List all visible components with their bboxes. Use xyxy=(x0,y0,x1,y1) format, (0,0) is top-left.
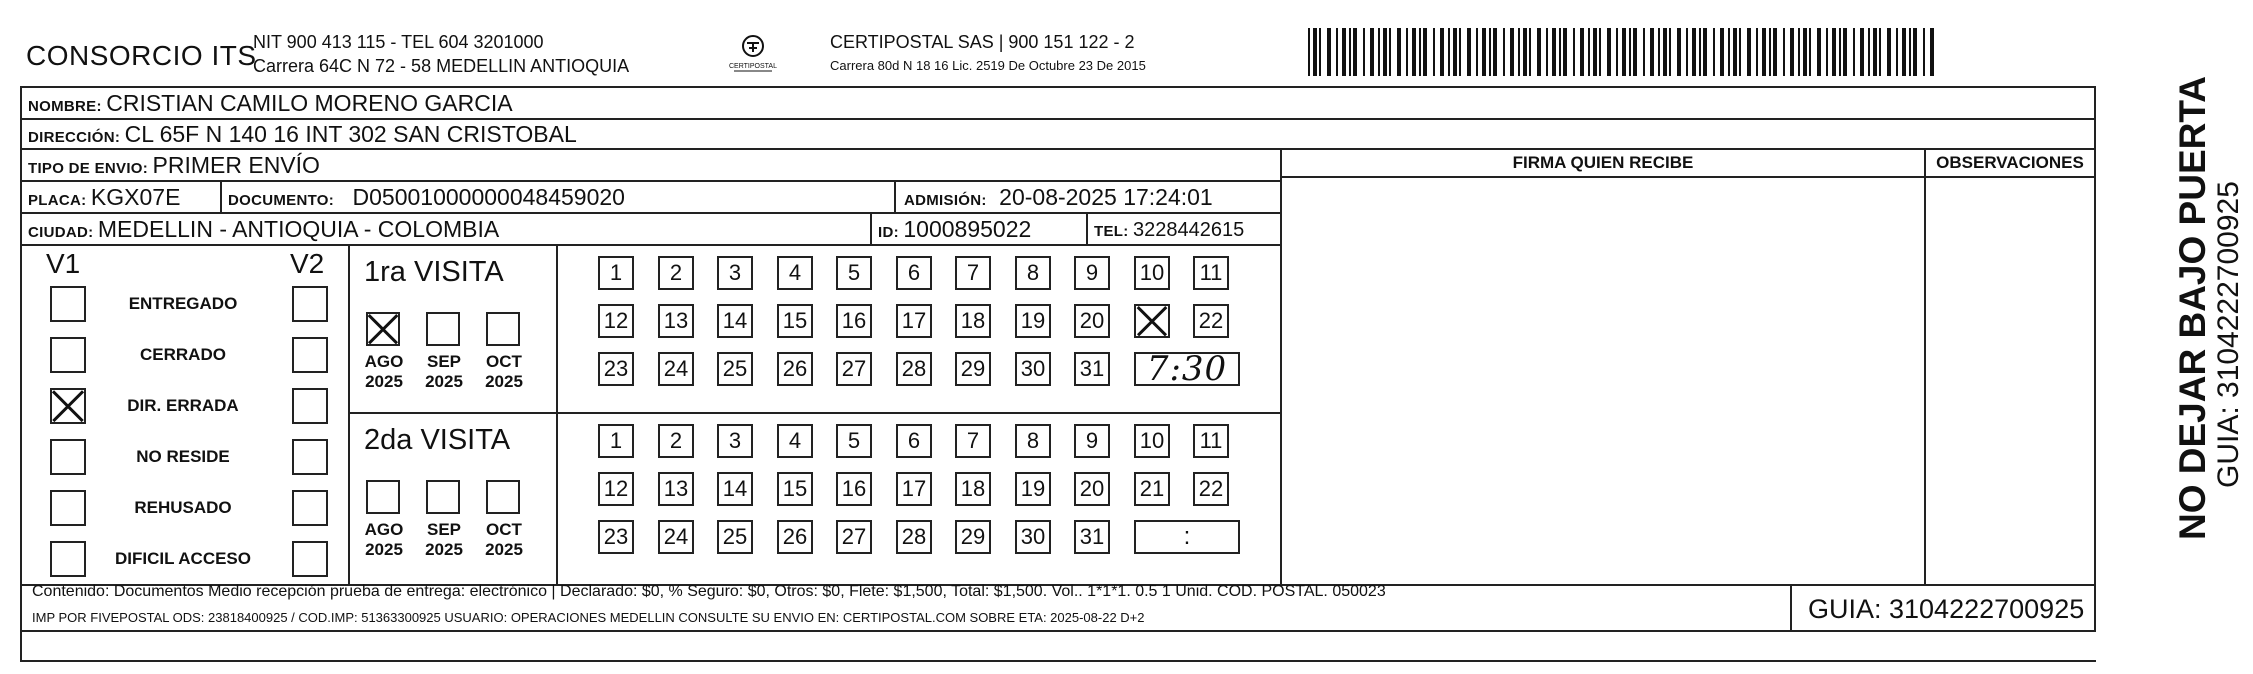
day-box[interactable]: 30 xyxy=(1015,520,1051,554)
barcode-bar xyxy=(1902,28,1906,76)
barcode-bar xyxy=(1909,28,1911,76)
barcode-bar xyxy=(1873,28,1877,76)
status-label: DIFICIL ACCESO xyxy=(114,549,251,568)
visit-time[interactable]: : xyxy=(1134,520,1240,554)
nombre-value: CRISTIAN CAMILO MORENO GARCIA xyxy=(106,90,513,116)
nit-line: NIT 900 413 115 - TEL 604 3201000 xyxy=(253,32,544,52)
month-label xyxy=(414,352,474,392)
day-box[interactable]: 23 xyxy=(598,352,634,386)
barcode-bar xyxy=(1559,28,1561,76)
day-box[interactable]: 18 xyxy=(955,304,991,338)
signature-area[interactable] xyxy=(1282,178,1924,584)
barcode-bar xyxy=(1839,28,1841,76)
day-box[interactable]: 19 xyxy=(1015,472,1051,506)
barcode-bar xyxy=(1389,28,1391,76)
col-divider xyxy=(1086,212,1088,244)
print-info-line: IMP POR FIVEPOSTAL ODS: 23818400925 / COD.IMP: 51363300925 USUARIO: OPERACIONES MEDELLIN CONSULTE SU ENVIO EN: CERTIPOSTAL.COM SOBRE ETA: 2025-08-22 D+2 xyxy=(32,610,1145,625)
nombre-label: NOMBRE: xyxy=(28,98,102,115)
barcode-bar xyxy=(1363,28,1365,76)
barcode-bar xyxy=(1319,28,1321,76)
day-box[interactable]: 7 xyxy=(955,424,991,458)
day-box[interactable]: 28 xyxy=(896,352,932,386)
ciudad-row xyxy=(28,216,499,243)
status-label: ENTREGADO xyxy=(128,294,238,313)
day-box[interactable]: 4 xyxy=(777,424,813,458)
day-box[interactable]: 25 xyxy=(717,352,753,386)
barcode-bar xyxy=(1593,28,1597,76)
documento-label: DOCUMENTO: xyxy=(228,192,335,209)
barcode-bar xyxy=(1580,28,1584,76)
admision-value: 20-08-2025 17:24:01 xyxy=(999,184,1213,210)
barcode-bar xyxy=(1677,28,1681,76)
day-box[interactable]: 6 xyxy=(896,424,932,458)
month-name: SEP xyxy=(426,520,462,539)
barcode-bar xyxy=(1503,28,1505,76)
barcode-icon xyxy=(1308,28,1944,76)
barcode-bar xyxy=(1493,28,1497,76)
barcode-bar xyxy=(1336,28,1338,76)
barcode-bar xyxy=(1588,28,1590,76)
barcode-bar xyxy=(1930,28,1934,76)
v1-checkbox[interactable] xyxy=(50,490,86,526)
barcode-bar xyxy=(1739,28,1741,76)
barcode-bar xyxy=(1817,28,1821,76)
barcode-bar xyxy=(1699,28,1701,76)
barcode-bar xyxy=(1868,28,1870,76)
barcode-bar xyxy=(1383,28,1387,76)
barcode-bar xyxy=(1467,28,1471,76)
month-name: OCT xyxy=(486,352,522,371)
day-box[interactable]: 12 xyxy=(598,304,634,338)
day-box[interactable]: 30 xyxy=(1015,352,1051,386)
day-box[interactable]: 28 xyxy=(896,520,932,554)
day-box[interactable]: 14 xyxy=(717,472,753,506)
day-box[interactable]: 25 xyxy=(717,520,753,554)
month-checkbox[interactable] xyxy=(366,480,400,514)
tipo-row xyxy=(28,152,320,179)
month-checkbox[interactable] xyxy=(426,312,460,346)
month-label xyxy=(474,520,534,560)
placa-label: PLACA: xyxy=(28,192,87,209)
day-box[interactable]: 4 xyxy=(777,256,813,290)
barcode-bar xyxy=(1663,28,1667,76)
barcode-bar xyxy=(1650,28,1654,76)
month-checkbox[interactable] xyxy=(486,480,520,514)
barcode-bar xyxy=(1728,28,1730,76)
certipostal-logo xyxy=(728,30,778,74)
barcode-bar xyxy=(1923,28,1925,76)
barcode-bar xyxy=(1370,28,1374,76)
day-box[interactable]: 13 xyxy=(658,304,694,338)
certipostal-info xyxy=(830,30,1146,78)
barcode-bar xyxy=(1563,28,1567,76)
documento-value: D05001000000048459020 xyxy=(352,184,625,210)
id-label: ID: xyxy=(878,224,899,241)
barcode-bar xyxy=(1843,28,1847,76)
day-box[interactable]: 21 xyxy=(1134,472,1170,506)
id-value: 1000895022 xyxy=(903,216,1032,242)
day-box[interactable]: 5 xyxy=(836,256,872,290)
placa-row xyxy=(28,184,180,211)
col-divider xyxy=(894,180,896,212)
barcode-bar xyxy=(1633,28,1637,76)
direccion-label: DIRECCIÓN: xyxy=(28,129,121,146)
day-box[interactable]: 27 xyxy=(836,352,872,386)
day-box[interactable]: 6 xyxy=(896,256,932,290)
direccion-row xyxy=(28,121,577,148)
month-year: 2025 xyxy=(425,540,463,559)
nombre-row xyxy=(28,90,513,117)
day-box[interactable]: 29 xyxy=(955,520,991,554)
barcode-bar xyxy=(1798,28,1800,76)
day-box[interactable]: 11 xyxy=(1193,424,1229,458)
day-box[interactable]: 27 xyxy=(836,520,872,554)
barcode-bar xyxy=(1406,28,1408,76)
barcode-bar xyxy=(1762,28,1766,76)
status-label: REHUSADO xyxy=(134,498,232,517)
side-panel xyxy=(2100,76,2250,570)
v2-header: V2 xyxy=(290,248,325,279)
month-name: SEP xyxy=(426,352,462,371)
visit-title: 1ra VISITA xyxy=(364,256,504,288)
barcode-bar xyxy=(1607,28,1611,76)
barcode-bar xyxy=(1518,28,1520,76)
side-guia: GUIA: 3104222700925 xyxy=(2212,181,2245,488)
month-year: 2025 xyxy=(485,540,523,559)
barcode-bar xyxy=(1327,28,1331,76)
day-box[interactable]: 22 xyxy=(1193,472,1229,506)
barcode-bar xyxy=(1853,28,1855,76)
barcode-bar xyxy=(1756,28,1758,76)
day-box[interactable]: 1 xyxy=(598,424,634,458)
tel-value: 3228442615 xyxy=(1132,219,1245,241)
barcode-bar xyxy=(1419,28,1421,76)
tipo-value: PRIMER ENVÍO xyxy=(152,152,320,178)
month-year: 2025 xyxy=(485,372,523,391)
day-box[interactable]: 16 xyxy=(836,472,872,506)
row-divider xyxy=(20,212,1282,214)
v1-checkbox[interactable] xyxy=(50,286,86,322)
col-divider xyxy=(348,244,350,584)
admision-label: ADMISIÓN: xyxy=(904,192,987,209)
barcode-bar xyxy=(1790,28,1794,76)
day-box[interactable]: 17 xyxy=(896,304,932,338)
bottom-line xyxy=(20,660,2096,662)
v2-checkbox[interactable] xyxy=(292,541,328,577)
v2-checkbox[interactable] xyxy=(292,439,328,475)
barcode-bar xyxy=(1313,28,1317,76)
barcode-bar xyxy=(1523,28,1527,76)
day-box[interactable]: 24 xyxy=(658,352,694,386)
v1-checkbox[interactable] xyxy=(50,388,86,424)
barcode-bar xyxy=(1913,28,1917,76)
day-box[interactable]: 12 xyxy=(598,472,634,506)
barcode-bar xyxy=(1887,28,1891,76)
barcode-bar xyxy=(1440,28,1444,76)
month-checkbox[interactable] xyxy=(426,480,460,514)
barcode-bar xyxy=(1529,28,1531,76)
barcode-bar xyxy=(1573,28,1575,76)
barcode-bar xyxy=(1832,28,1836,76)
firma-header: FIRMA QUIEN RECIBE xyxy=(1512,153,1694,172)
barcode-bar xyxy=(1643,28,1645,76)
barcode-bar xyxy=(1658,28,1660,76)
month-year: 2025 xyxy=(365,372,403,391)
barcode-bar xyxy=(1686,28,1688,76)
day-box[interactable]: 9 xyxy=(1074,256,1110,290)
day-box[interactable]: 15 xyxy=(777,304,813,338)
ciudad-value: MEDELLIN - ANTIOQUIA - COLOMBIA xyxy=(97,216,500,242)
day-box[interactable]: 19 xyxy=(1015,304,1051,338)
col-divider xyxy=(870,212,872,244)
day-box[interactable]: 20 xyxy=(1074,472,1110,506)
company-info xyxy=(253,30,629,78)
day-box[interactable]: 31 xyxy=(1074,520,1110,554)
day-box[interactable]: 18 xyxy=(955,472,991,506)
status-label: DIR. ERRADA xyxy=(127,396,239,415)
month-year: 2025 xyxy=(365,540,403,559)
v2-checkbox[interactable] xyxy=(292,286,328,322)
barcode-bar xyxy=(1809,28,1811,76)
barcode-bar xyxy=(1769,28,1771,76)
barcode-bar xyxy=(1692,28,1696,76)
day-box[interactable]: 1 xyxy=(598,256,634,290)
month-checkbox[interactable] xyxy=(486,312,520,346)
day-box[interactable]: 10 xyxy=(1134,424,1170,458)
barcode-bar xyxy=(1860,28,1864,76)
barcode-bar xyxy=(1537,28,1541,76)
barcode-bar xyxy=(1616,28,1618,76)
visit-title: 2da VISITA xyxy=(364,424,511,456)
barcode-bar xyxy=(1622,28,1626,76)
day-box[interactable]: 29 xyxy=(955,352,991,386)
barcode-bar xyxy=(1308,28,1310,76)
barcode-bar xyxy=(1629,28,1631,76)
logo-text: CERTIPOSTAL xyxy=(729,63,777,70)
contents-line: Contenido: Documentos Medio recepción prueba de entrega: electrónico | Declarado: $0, % Seguro: $0, Otros: $0, Flete: $1,500, Total: $1,500. Vol.. 1*1*1. 0.5 1 Unid. COD. POSTAL. 050023 xyxy=(32,583,1386,600)
observaciones-header: OBSERVACIONES xyxy=(1936,153,2084,172)
barcode-bar xyxy=(1826,28,1828,76)
ciudad-label: CIUDAD: xyxy=(28,224,94,241)
month-name: OCT xyxy=(486,520,522,539)
day-box[interactable]: 26 xyxy=(777,520,813,554)
day-box[interactable]: 5 xyxy=(836,424,872,458)
day-box[interactable]: 23 xyxy=(598,520,634,554)
col-divider xyxy=(2094,148,2096,584)
month-checkbox[interactable] xyxy=(366,312,400,346)
barcode-bar xyxy=(1773,28,1777,76)
guia-number: GUIA: 3104222700925 xyxy=(1808,594,2085,624)
v2-checkbox[interactable] xyxy=(292,490,328,526)
barcode-bar xyxy=(1412,28,1416,76)
company-name: CONSORCIO ITS xyxy=(26,40,257,71)
v1-checkbox[interactable] xyxy=(50,439,86,475)
admision-row xyxy=(904,184,1213,211)
v2-checkbox[interactable] xyxy=(292,388,328,424)
address-line: Carrera 64C N 72 - 58 MEDELLIN ANTIOQUIA xyxy=(253,56,630,76)
day-box[interactable] xyxy=(1134,304,1170,338)
barcode-bar xyxy=(1459,28,1461,76)
month-label xyxy=(354,352,414,392)
barcode-bar xyxy=(1353,28,1357,76)
day-box[interactable]: 17 xyxy=(896,472,932,506)
barcode-bar xyxy=(1803,28,1807,76)
tel-label: TEL: xyxy=(1094,223,1129,240)
day-box[interactable]: 13 xyxy=(658,472,694,506)
v1-checkbox[interactable] xyxy=(50,541,86,577)
id-row xyxy=(878,216,1031,243)
no-dejar-warning: NO DEJAR BAJO PUERTA xyxy=(2172,76,2213,540)
barcode-bar xyxy=(1453,28,1457,76)
documento-row xyxy=(228,184,625,211)
observations-area[interactable] xyxy=(1926,178,2094,584)
barcode-bar xyxy=(1448,28,1450,76)
barcode-bar xyxy=(1552,28,1556,76)
certi-address: Carrera 80d N 18 16 Lic. 2519 De Octubre 23 De 2015 xyxy=(830,58,1146,73)
day-box[interactable]: 15 xyxy=(777,472,813,506)
day-box[interactable]: 9 xyxy=(1074,424,1110,458)
month-label xyxy=(474,352,534,392)
row-divider xyxy=(20,148,2096,150)
v1-checkbox[interactable] xyxy=(50,337,86,373)
day-box[interactable]: 2 xyxy=(658,256,694,290)
barcode-bar xyxy=(1879,28,1881,76)
row-divider xyxy=(20,244,1282,246)
barcode-bar xyxy=(1489,28,1491,76)
status-label: NO RESIDE xyxy=(136,447,230,466)
bottom-edge xyxy=(20,632,22,662)
visit-divider xyxy=(348,412,1282,414)
day-box[interactable]: 11 xyxy=(1193,256,1229,290)
day-box[interactable]: 10 xyxy=(1134,256,1170,290)
day-box[interactable]: 22 xyxy=(1193,304,1229,338)
visit-time[interactable]: 7:30 xyxy=(1134,352,1240,386)
tel-row xyxy=(1094,219,1244,242)
barcode-bar xyxy=(1713,28,1715,76)
barcode-bar xyxy=(1703,28,1707,76)
month-name: AGO xyxy=(364,520,404,539)
barcode-bar xyxy=(1423,28,1427,76)
month-label xyxy=(354,520,414,560)
placa-value: KGX07E xyxy=(90,184,181,210)
day-box[interactable]: 26 xyxy=(777,352,813,386)
barcode-bar xyxy=(1342,28,1346,76)
barcode-bar xyxy=(1546,28,1548,76)
v2-checkbox[interactable] xyxy=(292,337,328,373)
tipo-label: TIPO DE ENVIO: xyxy=(28,160,149,177)
day-box[interactable]: 3 xyxy=(717,256,753,290)
direccion-value: CL 65F N 140 16 INT 302 SAN CRISTOBAL xyxy=(124,121,577,147)
barcode-bar xyxy=(1476,28,1478,76)
barcode-bar xyxy=(1783,28,1785,76)
day-box[interactable]: 8 xyxy=(1015,424,1051,458)
barcode-bar xyxy=(1378,28,1380,76)
row-divider xyxy=(20,180,1282,182)
day-box[interactable]: 20 xyxy=(1074,304,1110,338)
barcode-bar xyxy=(1733,28,1737,76)
v1-header: V1 xyxy=(46,248,81,279)
barcode-bar xyxy=(1747,28,1751,76)
day-box[interactable]: 2 xyxy=(658,424,694,458)
day-box[interactable]: 16 xyxy=(836,304,872,338)
barcode-bar xyxy=(1349,28,1351,76)
barcode-bar xyxy=(1433,28,1435,76)
certi-line: CERTIPOSTAL SAS | 900 151 122 - 2 xyxy=(830,32,1135,52)
day-box[interactable]: 8 xyxy=(1015,256,1051,290)
day-box[interactable]: 7 xyxy=(955,256,991,290)
month-year: 2025 xyxy=(425,372,463,391)
col-divider xyxy=(220,180,222,212)
day-box[interactable]: 31 xyxy=(1074,352,1110,386)
barcode-bar xyxy=(1896,28,1898,76)
barcode-bar xyxy=(1510,28,1514,76)
day-box[interactable]: 14 xyxy=(717,304,753,338)
day-box[interactable]: 3 xyxy=(717,424,753,458)
barcode-bar xyxy=(1669,28,1671,76)
col-divider xyxy=(1790,584,1792,632)
barcode-bar xyxy=(1720,28,1724,76)
col-divider xyxy=(556,244,558,584)
month-label xyxy=(414,520,474,560)
barcode-bar xyxy=(1482,28,1486,76)
status-label: CERRADO xyxy=(140,345,226,364)
day-box[interactable]: 24 xyxy=(658,520,694,554)
row-divider xyxy=(20,118,2096,120)
barcode-bar xyxy=(1599,28,1601,76)
month-name: AGO xyxy=(364,352,404,371)
barcode-bar xyxy=(1397,28,1401,76)
